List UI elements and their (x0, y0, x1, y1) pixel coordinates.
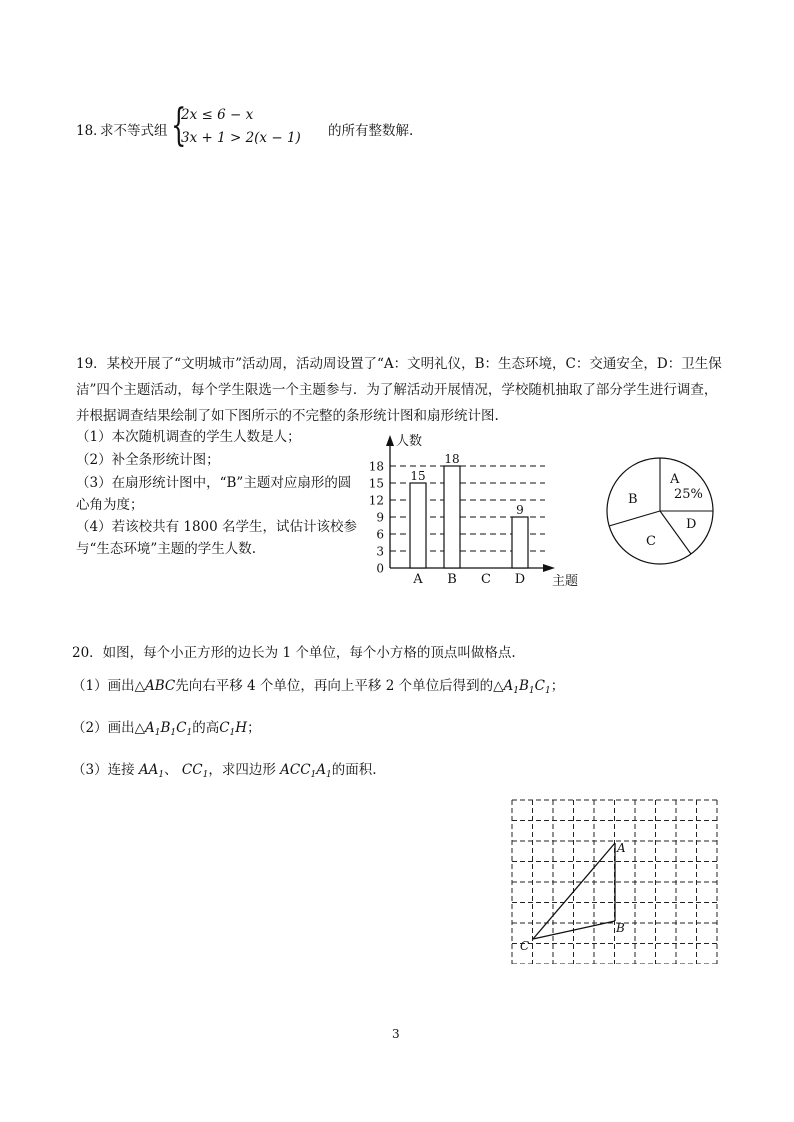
q19-item-3: （3）在扇形统计图中，“B”主题对应扇形的圆心角为度； (76, 475, 352, 513)
point-c-label: C (520, 939, 530, 953)
pie-label-a: A (670, 472, 680, 487)
brace-symbol: { (171, 100, 187, 151)
q20-item-1: （1）画出△ABC先向右平移 4 个单位，再向上平移 2 个单位后得到的$\triangle A_1B_1C_1$； (72, 678, 565, 696)
pie-annotation-a: 25% (674, 487, 703, 502)
bar-a (410, 483, 426, 568)
bar-b (444, 466, 460, 568)
y-tick-label-0: 0 (376, 561, 384, 576)
point-b-label: B (616, 921, 625, 935)
q19-intro: 19．某校开展了“文明城市”活动周，活动周设置了“A：文明礼仪，B：生态环境，C：交通安全，D：卫生保洁”四个主题活动，每个学生限选一个主题参与．为了解活动开展情况，学校随机抽取了部分学生进行调查，并根据调查结果绘制了如下图所示的不完整的条形统计图和扇形统计图. (76, 356, 722, 424)
bar-label-a: 15 (410, 469, 426, 483)
bar-label-b: 18 (444, 452, 460, 466)
y-tick-label-6: 6 (376, 527, 384, 542)
q18-inequality-2: 3x + 1 > 2(x − 1) (181, 130, 301, 146)
q20-item-3-text-a: （3）连接 (72, 762, 135, 778)
page-number: 3 (392, 1027, 400, 1041)
q18-inequality-1: 2x ≤ 6 − x (181, 107, 254, 123)
pie-label-d: D (686, 517, 697, 532)
y-tick-label-15: 15 (368, 476, 384, 491)
q20-item-2-text-b: 的高 (192, 720, 220, 736)
y-tick-label-18: 18 (368, 459, 384, 474)
x-axis-label: 主题 (552, 574, 579, 589)
x-tick-label-d: D (514, 572, 526, 587)
q20-item-2-triangle: $A_1B_1C_1$ (144, 720, 193, 738)
q18-number: 18． (76, 123, 107, 139)
pie-divider-c-b (609, 511, 660, 526)
q20-item-3-cc1: $CC_1$ (181, 762, 209, 780)
bar-label-d: 9 (516, 503, 524, 517)
q20-item-3-text-d: 的面积. (331, 762, 377, 778)
x-tick-label-a: A (413, 572, 423, 587)
q20-item-1-text-a: （1）画出△ (72, 678, 145, 694)
q19-item-2: （2）补全条形统计图； (76, 452, 220, 468)
q20-item-2-text-a: （2）画出△ (72, 720, 145, 736)
q20-item-3-text-b: 、 (164, 762, 178, 778)
bar-d (512, 517, 528, 568)
pie-chart (604, 455, 716, 567)
q20-item-3 (72, 758, 377, 780)
pie-label-c: C (646, 534, 656, 549)
grid-diagram (506, 794, 718, 964)
y-axis-arrow (386, 435, 394, 446)
bar-chart (360, 428, 590, 593)
q20-item-1-abc: ABC (144, 678, 176, 694)
y-tick-label-12: 12 (368, 493, 384, 508)
pie-label-b: B (628, 492, 638, 507)
q20-item-2-height: $C_1H$ (219, 720, 248, 738)
q20-item-3-text-c: ，求四边形 (208, 762, 276, 778)
q18-prefix: 求不等式组 (100, 123, 168, 139)
y-tick-label-3: 3 (376, 544, 384, 559)
q20-item-3-aa1: $AA_1$ (138, 762, 165, 780)
q20-item-1-triangle: $A_1B_1C_1$ (503, 678, 551, 696)
x-axis-arrow (543, 564, 555, 572)
q20-item-1-text-c: 先向右平移 4 个单位，再向上平移 2 个单位后得到的△ (175, 678, 504, 694)
q19-item-1: （1）本次随机调查的学生人数是人； (76, 429, 301, 445)
q20-item-2: （2）画出$\triangle A_1B_1C_1$的高$C_1H$； (72, 720, 261, 738)
q20-item-3-quad: $ACC_1A_1$ (280, 762, 332, 780)
q19-item-4: （4）若该校共有 1800 名学生，试估计该校参与“生态环境”主题的学生人数. (76, 519, 358, 557)
y-tick-label-9: 9 (376, 510, 384, 525)
q18-suffix: 的所有整数解. (328, 123, 414, 139)
y-axis-label: 人数 (396, 434, 423, 449)
x-tick-label-b: B (447, 572, 457, 587)
q20-intro: 20．如图，每个小正方形的边长为 1 个单位，每个小方格的顶点叫做格点. (72, 645, 516, 661)
point-a-label: A (617, 841, 626, 855)
x-tick-label-c: C (481, 572, 491, 587)
